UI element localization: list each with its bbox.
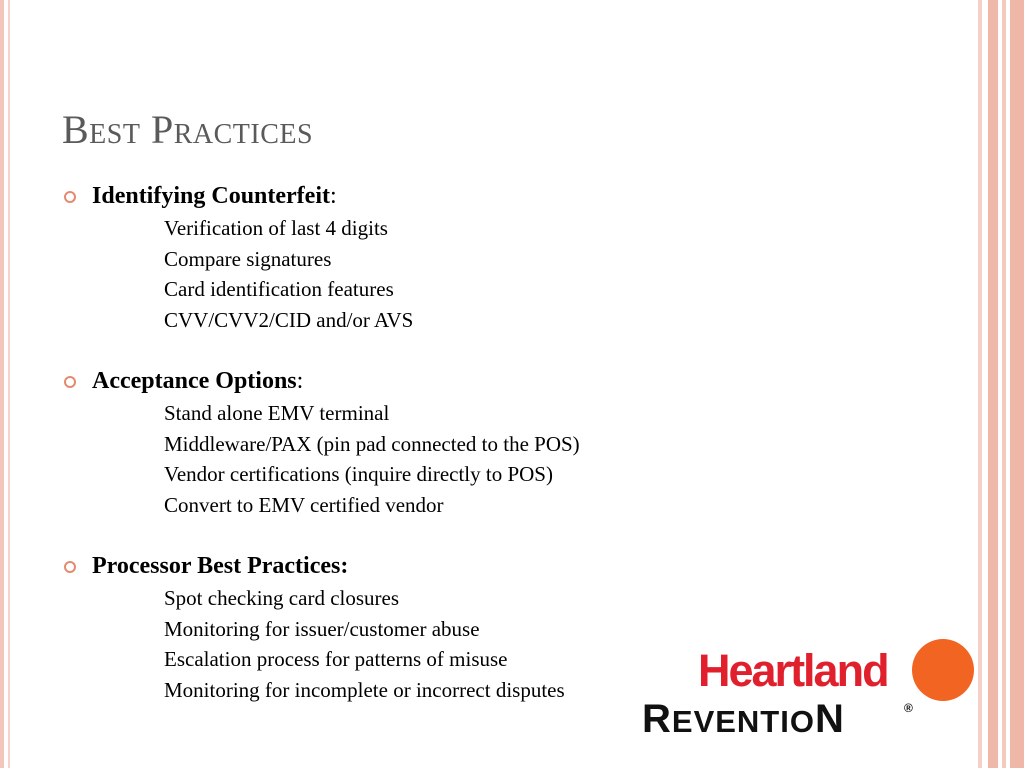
- list-item: Compare signatures: [164, 246, 332, 271]
- section-heading: Identifying Counterfeit:: [92, 183, 337, 209]
- circle-bullet-icon: [64, 376, 76, 388]
- list-item: Card identification features: [164, 277, 394, 301]
- section-items: [164, 213, 413, 335]
- logo-revention-text: REVENTION: [642, 697, 845, 740]
- slide-title: Best Practices: [62, 107, 314, 152]
- section-items: [164, 398, 580, 520]
- list-item: Spot checking card closures: [164, 586, 400, 610]
- list-item: Monitoring for incomplete or incorrect disputes: [164, 677, 565, 702]
- list-item: Verification of last 4 digits: [164, 216, 388, 240]
- left-stripe: [0, 0, 4, 768]
- logo-registered-mark: ®: [904, 701, 913, 715]
- list-item: Stand alone EMV terminal: [164, 401, 390, 425]
- heartland-revention-logo: [640, 636, 980, 740]
- right-stripe: [1010, 0, 1024, 768]
- section-heading: Acceptance Options:: [92, 368, 304, 394]
- logo-heartland-text: Heartland: [698, 645, 888, 696]
- list-item: CVV/CVV2/CID and/or AVS: [164, 307, 414, 332]
- circle-bullet-icon: [64, 191, 76, 203]
- list-item: Middleware/PAX (pin pad connected to the POS): [164, 431, 580, 456]
- section-items: [164, 583, 565, 705]
- left-stripe-thin: [8, 0, 10, 768]
- list-item: Escalation process for patterns of misuse: [164, 647, 508, 671]
- right-stripe: [1002, 0, 1006, 768]
- section-heading: Processor Best Practices:: [92, 553, 349, 579]
- logo-orange-circle-icon: [912, 639, 974, 701]
- list-item: Vendor certifications (inquire directly to POS): [164, 462, 553, 486]
- list-item: Monitoring for issuer/customer abuse: [164, 616, 480, 641]
- circle-bullet-icon: [64, 561, 76, 573]
- list-item: Convert to EMV certified vendor: [164, 492, 444, 517]
- right-stripe: [988, 0, 998, 768]
